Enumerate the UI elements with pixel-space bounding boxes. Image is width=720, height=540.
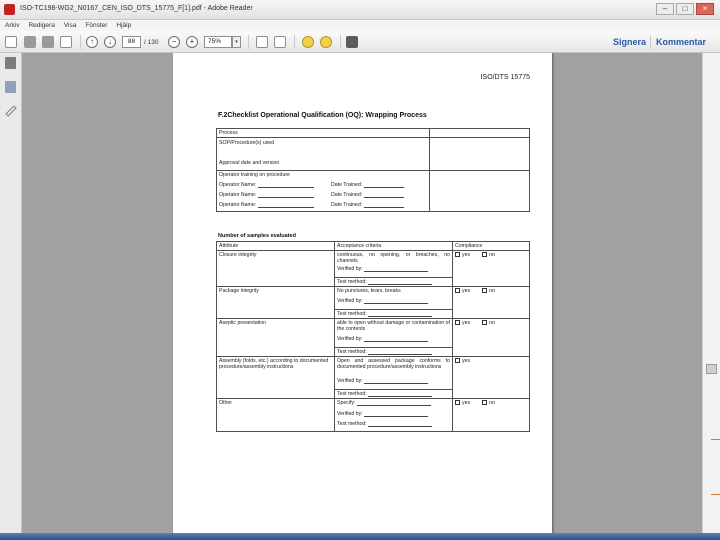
criteria-text: continuous, no opening, or breaches, no channels bbox=[337, 252, 450, 264]
scrollbar-thumb[interactable] bbox=[706, 364, 717, 374]
previous-page-icon[interactable]: ↑ bbox=[86, 36, 98, 48]
page-number-input[interactable]: 88 bbox=[122, 36, 141, 48]
yes-checkbox[interactable] bbox=[455, 400, 460, 405]
process-label: Process bbox=[217, 129, 430, 138]
test-method-blank bbox=[368, 311, 432, 317]
verified-blank bbox=[364, 298, 428, 304]
verified-blank bbox=[364, 411, 428, 417]
verified-by-label: Verified by: bbox=[337, 411, 363, 417]
operator-label: Operator Name: bbox=[219, 182, 257, 188]
date-trained-label: Date Trained: bbox=[331, 182, 363, 188]
test-method-blank bbox=[368, 391, 432, 397]
checklist-heading: F.2Checklist Operational Qualification (OQ): Wrapping Process bbox=[218, 112, 427, 119]
sop-label: SOP/Procedure(s) used bbox=[219, 140, 275, 146]
zoom-dropdown-icon[interactable]: ▾ bbox=[232, 36, 241, 48]
page-thumbnails-icon[interactable] bbox=[5, 57, 16, 69]
verified-blank bbox=[364, 378, 428, 384]
toolbar-separator bbox=[650, 35, 651, 49]
yes-label: yes bbox=[462, 400, 471, 406]
attribute-cell: Assembly (folds, etc.) according to documented procedure/assembly instructions bbox=[217, 357, 335, 399]
print-icon[interactable] bbox=[42, 36, 54, 48]
toolbar-separator bbox=[80, 35, 81, 49]
toolbar-separator bbox=[248, 35, 249, 49]
verified-by-label: Verified by: bbox=[337, 378, 363, 384]
no-checkbox[interactable] bbox=[482, 320, 487, 325]
yes-checkbox[interactable] bbox=[455, 358, 460, 363]
verified-by-label: Verified by: bbox=[337, 336, 363, 342]
attachments-icon[interactable] bbox=[5, 105, 16, 116]
comment-button[interactable]: Kommentar bbox=[656, 37, 707, 47]
no-checkbox[interactable] bbox=[482, 400, 487, 405]
criteria-text: able to open without damage or contamination of the contents bbox=[337, 320, 450, 332]
zoom-in-icon[interactable]: + bbox=[186, 36, 198, 48]
specify-blank bbox=[357, 400, 431, 406]
menu-visa[interactable]: Visa bbox=[63, 22, 77, 29]
attribute-cell: Aseptic presentation bbox=[217, 319, 335, 357]
criteria-cell bbox=[335, 357, 453, 399]
no-label: no bbox=[489, 288, 495, 294]
attribute-cell: Package integrity bbox=[217, 287, 335, 319]
date-blank bbox=[364, 202, 404, 208]
sticky-note-icon[interactable] bbox=[302, 36, 314, 48]
criteria-cell bbox=[335, 251, 453, 287]
tools-icon[interactable] bbox=[346, 36, 358, 48]
criteria-cell bbox=[335, 319, 453, 357]
operator-label: Operator Name: bbox=[219, 202, 257, 208]
verified-by-label: Verified by: bbox=[337, 298, 363, 304]
operator-blank bbox=[258, 202, 314, 208]
process-table bbox=[216, 128, 530, 212]
process-value-cell bbox=[430, 129, 530, 138]
email-icon[interactable] bbox=[60, 36, 72, 48]
toolbar-separator bbox=[294, 35, 295, 49]
no-checkbox[interactable] bbox=[482, 288, 487, 293]
verified-by-label: Verified by: bbox=[337, 266, 363, 272]
training-value-cell bbox=[430, 171, 530, 212]
navigation-pane bbox=[0, 53, 22, 540]
no-label: no bbox=[489, 400, 495, 406]
window-title: ISO-TC198-WG2_N0167_CEN_ISO_DTS_15775_F[1].pdf - Adobe Reader bbox=[20, 5, 253, 12]
highlight-icon[interactable] bbox=[320, 36, 332, 48]
fit-page-icon[interactable] bbox=[256, 36, 268, 48]
zoom-out-icon[interactable]: − bbox=[168, 36, 180, 48]
test-method-blank bbox=[368, 279, 432, 285]
page-total: / 130 bbox=[144, 39, 159, 46]
test-method-label: Test method: bbox=[337, 349, 367, 355]
pdf-page bbox=[173, 53, 552, 533]
date-trained-label: Date Trained: bbox=[331, 192, 363, 198]
slide-accent-line bbox=[711, 494, 720, 495]
compliance-cell bbox=[453, 399, 530, 432]
yes-checkbox[interactable] bbox=[455, 320, 460, 325]
criteria-cell bbox=[335, 287, 453, 319]
toolbar-separator bbox=[340, 35, 341, 49]
title-bar bbox=[0, 0, 720, 20]
criteria-text: Specify: bbox=[337, 400, 356, 406]
close-button[interactable]: × bbox=[696, 3, 714, 15]
sop-value-cell bbox=[430, 138, 530, 171]
compliance-cell bbox=[453, 319, 530, 357]
operator-label: Operator Name: bbox=[219, 192, 257, 198]
zoom-input[interactable]: 75% bbox=[204, 36, 232, 48]
yes-checkbox[interactable] bbox=[455, 252, 460, 257]
attributes-table bbox=[216, 241, 530, 432]
vertical-scrollbar[interactable] bbox=[702, 53, 720, 533]
criteria-text: Open and assessed package conforms to documented procedure/assembly instructions bbox=[337, 358, 450, 370]
operator-blank bbox=[258, 182, 314, 188]
open-icon[interactable] bbox=[5, 36, 17, 48]
compliance-cell bbox=[453, 251, 530, 287]
test-method-label: Test method: bbox=[337, 311, 367, 317]
verified-blank bbox=[364, 336, 428, 342]
menu-redigera[interactable]: Redigera bbox=[28, 22, 55, 29]
attribute-cell: Other bbox=[217, 399, 335, 432]
criteria-header: Acceptance criteria bbox=[335, 242, 453, 251]
test-method-label: Test method: bbox=[337, 391, 367, 397]
date-trained-label: Date Trained: bbox=[331, 202, 363, 208]
sop-cell bbox=[217, 138, 430, 171]
menu-hjalp[interactable]: Hjälp bbox=[116, 22, 132, 29]
verified-blank bbox=[364, 266, 428, 272]
taskbar bbox=[0, 533, 720, 540]
menu-bar bbox=[0, 20, 720, 31]
operator-line bbox=[219, 188, 427, 198]
date-blank bbox=[364, 182, 404, 188]
yes-label: yes bbox=[462, 320, 471, 326]
attribute-cell: Closure integrity bbox=[217, 251, 335, 287]
menu-arkiv[interactable]: Arkiv bbox=[5, 22, 20, 29]
criteria-cell bbox=[335, 399, 453, 432]
yes-label: yes bbox=[462, 252, 471, 258]
test-method-label: Test method: bbox=[337, 279, 367, 285]
approval-label: Approval date and version bbox=[219, 160, 280, 166]
test-method-blank bbox=[368, 421, 432, 427]
document-id: ISO/DTS 15775 bbox=[480, 74, 530, 81]
test-method-label: Test method: bbox=[337, 421, 367, 427]
no-label: no bbox=[489, 320, 495, 326]
operator-line bbox=[219, 178, 427, 188]
compliance-cell bbox=[453, 357, 530, 399]
slide-accent-line bbox=[711, 439, 720, 440]
next-page-icon[interactable]: ↓ bbox=[104, 36, 116, 48]
maximize-button[interactable]: □ bbox=[676, 3, 694, 15]
criteria-text: No punctures, tears, breaks bbox=[337, 288, 401, 294]
training-cell bbox=[217, 171, 430, 212]
document-view[interactable] bbox=[22, 53, 702, 533]
bookmarks-icon[interactable] bbox=[5, 81, 16, 93]
date-blank bbox=[364, 192, 404, 198]
training-label: Operator training on procedure bbox=[219, 172, 290, 178]
compliance-cell bbox=[453, 287, 530, 319]
menu-fonster[interactable]: Fönster bbox=[85, 22, 108, 29]
yes-checkbox[interactable] bbox=[455, 288, 460, 293]
no-label: no bbox=[489, 252, 495, 258]
sign-button[interactable]: Signera bbox=[613, 37, 647, 47]
operator-blank bbox=[258, 192, 314, 198]
yes-label: yes bbox=[462, 358, 471, 364]
yes-label: yes bbox=[462, 288, 471, 294]
save-icon[interactable] bbox=[24, 36, 36, 48]
fit-width-icon[interactable] bbox=[274, 36, 286, 48]
no-checkbox[interactable] bbox=[482, 252, 487, 257]
adobe-reader-icon bbox=[4, 4, 15, 15]
test-method-blank bbox=[368, 349, 432, 355]
samples-label: Number of samples evaluated bbox=[218, 233, 296, 239]
toolbar bbox=[0, 31, 720, 53]
window-controls bbox=[656, 3, 714, 15]
minimize-button[interactable]: – bbox=[656, 3, 674, 15]
operator-line bbox=[219, 198, 427, 208]
compliance-header: Compliance bbox=[453, 242, 530, 251]
attribute-header: Attribute bbox=[217, 242, 335, 251]
